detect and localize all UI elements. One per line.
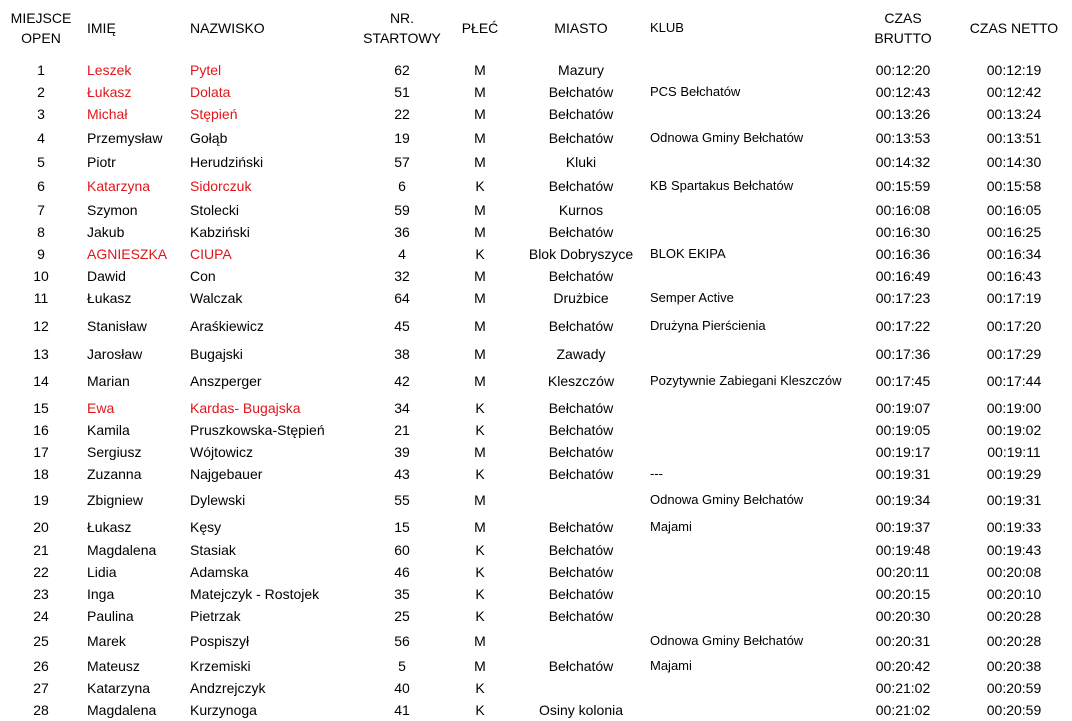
- first-name-cell: Inga: [87, 586, 115, 602]
- club-cell: Drużyna Pierścienia: [650, 318, 766, 333]
- bib-number-cell: 6: [398, 178, 406, 194]
- gross-time-cell: 00:15:59: [875, 178, 931, 194]
- first-name-cell: Lidia: [87, 564, 117, 580]
- net-time-cell: 00:20:10: [986, 586, 1042, 602]
- bib-number-cell: 56: [394, 633, 410, 649]
- sex-cell: M: [474, 492, 486, 508]
- first-name-cell: Marek: [87, 633, 126, 649]
- club-cell: Pozytywnie Zabiegani Kleszczów: [650, 373, 842, 388]
- first-name-cell: Zbigniew: [87, 492, 144, 508]
- city-cell: Bełchatów: [548, 542, 614, 558]
- bib-number-cell: 25: [394, 608, 410, 624]
- net-time-cell: 00:19:31: [986, 492, 1042, 508]
- first-name-cell: Mateusz: [87, 658, 140, 674]
- last-name-cell: Pietrzak: [190, 608, 241, 624]
- bib-number-cell: 36: [394, 224, 410, 240]
- club-cell: [650, 265, 855, 287]
- net-time-cell: 00:19:02: [986, 422, 1042, 438]
- bib-number-cell: 22: [394, 106, 410, 122]
- last-name-cell: Stasiak: [190, 542, 236, 558]
- first-name-cell: Zuzanna: [87, 466, 142, 482]
- last-name-cell: Pospiszył: [190, 633, 250, 649]
- bib-number-cell: 41: [394, 702, 410, 718]
- first-name-cell: Michał: [87, 106, 128, 122]
- city-cell: Bełchatów: [548, 178, 614, 194]
- first-name-cell: Katarzyna: [87, 178, 151, 194]
- sex-cell: M: [474, 84, 486, 100]
- sex-cell: M: [474, 318, 486, 334]
- city-cell: Bełchatów: [548, 130, 614, 146]
- gross-time-cell: 00:19:05: [875, 422, 931, 438]
- last-name-cell: Kurzynoga: [190, 702, 257, 718]
- gross-time-cell: 00:16:36: [875, 246, 931, 262]
- net-time-cell: 00:17:29: [986, 346, 1042, 362]
- net-time-cell: 00:20:08: [986, 564, 1042, 580]
- sex-cell: M: [474, 106, 486, 122]
- club-cell: [650, 199, 855, 221]
- sex-cell: M: [474, 268, 486, 284]
- table-row: [0, 199, 1072, 221]
- header-net-time: CZAS NETTO: [969, 20, 1059, 36]
- place-cell: 22: [33, 564, 49, 580]
- last-name-cell: Najgebauer: [190, 466, 263, 482]
- place-cell: 26: [33, 658, 49, 674]
- place-cell: 25: [33, 633, 49, 649]
- last-name-cell: Walczak: [190, 290, 243, 306]
- table-row: [0, 605, 1072, 627]
- bib-number-cell: 38: [394, 346, 410, 362]
- net-time-cell: 00:13:51: [986, 130, 1042, 146]
- city-cell: Bełchatów: [548, 466, 614, 482]
- table-row: [0, 81, 1072, 103]
- gross-time-cell: 00:19:37: [875, 519, 931, 535]
- first-name-cell: Magdalena: [87, 542, 157, 558]
- net-time-cell: 00:17:20: [986, 318, 1042, 334]
- last-name-cell: Adamska: [190, 564, 249, 580]
- gross-time-cell: 00:14:32: [875, 154, 931, 170]
- net-time-cell: 00:20:28: [986, 633, 1042, 649]
- last-name-cell: Anszperger: [190, 373, 262, 389]
- sex-cell: K: [475, 422, 485, 438]
- sex-cell: M: [474, 224, 486, 240]
- gross-time-cell: 00:16:08: [875, 202, 931, 218]
- club-cell: [650, 561, 855, 583]
- header-sex: PŁEĆ: [461, 20, 499, 36]
- city-cell: Bełchatów: [548, 564, 614, 580]
- first-name-cell: Sergiusz: [87, 444, 142, 460]
- sex-cell: K: [475, 178, 485, 194]
- place-cell: 11: [33, 290, 49, 306]
- net-time-cell: 00:16:05: [986, 202, 1042, 218]
- last-name-cell: Dylewski: [190, 492, 246, 508]
- last-name-cell: Con: [190, 268, 216, 284]
- net-time-cell: 00:15:58: [986, 178, 1042, 194]
- gross-time-cell: 00:13:53: [875, 130, 931, 146]
- club-cell: Majami: [650, 519, 692, 534]
- header-club: KLUB: [650, 20, 684, 35]
- first-name-cell: Łukasz: [87, 290, 132, 306]
- net-time-cell: 00:19:43: [986, 542, 1042, 558]
- bib-number-cell: 4: [398, 246, 406, 262]
- table-row: [0, 397, 1072, 419]
- city-cell: Bełchatów: [548, 268, 614, 284]
- city-cell: Bełchatów: [548, 586, 614, 602]
- gross-time-cell: 00:19:17: [875, 444, 931, 460]
- first-name-cell: Marian: [87, 373, 130, 389]
- last-name-cell: Pruszkowska-Stępień: [190, 422, 325, 438]
- last-name-cell: CIUPA: [190, 246, 232, 262]
- sex-cell: K: [475, 542, 485, 558]
- table-row: [0, 463, 1072, 485]
- club-cell: [650, 151, 855, 173]
- place-cell: 28: [33, 702, 49, 718]
- gross-time-cell: 00:21:02: [875, 702, 931, 718]
- place-cell: 9: [37, 246, 45, 262]
- sex-cell: K: [475, 586, 485, 602]
- club-cell: KB Spartakus Bełchatów: [650, 178, 794, 193]
- net-time-cell: 00:12:42: [986, 84, 1042, 100]
- bib-number-cell: 21: [394, 422, 410, 438]
- city-cell: Osiny kolonia: [538, 702, 624, 718]
- city-cell: Zawady: [556, 346, 606, 362]
- city-cell: Bełchatów: [548, 84, 614, 100]
- first-name-cell: Katarzyna: [87, 680, 151, 696]
- city-cell: [520, 677, 642, 699]
- header-bib-number: NR. STARTOWY: [363, 10, 441, 46]
- sex-cell: M: [474, 290, 486, 306]
- city-cell: Bełchatów: [548, 422, 614, 438]
- table-row: [0, 370, 1072, 392]
- header-gross-time: CZAS BRUTTO: [874, 10, 932, 46]
- city-cell: Bełchatów: [548, 658, 614, 674]
- place-cell: 15: [33, 400, 49, 416]
- city-cell: Bełchatów: [548, 400, 614, 416]
- place-cell: 7: [37, 202, 45, 218]
- table-row: [0, 655, 1072, 677]
- first-name-cell: Paulina: [87, 608, 134, 624]
- gross-time-cell: 00:19:07: [875, 400, 931, 416]
- table-row: [0, 221, 1072, 243]
- gross-time-cell: 00:19:34: [875, 492, 931, 508]
- net-time-cell: 00:20:38: [986, 658, 1042, 674]
- net-time-cell: 00:16:34: [986, 246, 1042, 262]
- club-cell: Majami: [650, 658, 692, 673]
- table-row: [0, 127, 1072, 149]
- header-last-name: NAZWISKO: [190, 20, 265, 36]
- bib-number-cell: 40: [394, 680, 410, 696]
- club-cell: [650, 103, 855, 125]
- net-time-cell: 00:16:43: [986, 268, 1042, 284]
- table-row: [0, 175, 1072, 197]
- net-time-cell: 00:20:28: [986, 608, 1042, 624]
- place-cell: 12: [33, 318, 49, 334]
- gross-time-cell: 00:21:02: [875, 680, 931, 696]
- city-cell: [520, 489, 642, 511]
- city-cell: Bełchatów: [548, 444, 614, 460]
- sex-cell: M: [474, 346, 486, 362]
- club-cell: [650, 677, 855, 699]
- bib-number-cell: 60: [394, 542, 410, 558]
- place-cell: 24: [33, 608, 49, 624]
- last-name-cell: Kabziński: [190, 224, 250, 240]
- sex-cell: M: [474, 633, 486, 649]
- club-cell: [650, 605, 855, 627]
- last-name-cell: Krzemiski: [190, 658, 251, 674]
- first-name-cell: Magdalena: [87, 702, 157, 718]
- bib-number-cell: 51: [394, 84, 410, 100]
- sex-cell: M: [474, 444, 486, 460]
- net-time-cell: 00:20:59: [986, 702, 1042, 718]
- club-cell: Odnowa Gminy Bełchatów: [650, 633, 804, 648]
- bib-number-cell: 62: [394, 62, 410, 78]
- city-cell: Kurnos: [558, 202, 604, 218]
- city-cell: Kleszczów: [547, 373, 615, 389]
- gross-time-cell: 00:17:23: [875, 290, 931, 306]
- gross-time-cell: 00:12:43: [875, 84, 931, 100]
- place-cell: 18: [33, 466, 49, 482]
- header-city: MIASTO: [554, 20, 608, 36]
- sex-cell: M: [474, 154, 486, 170]
- last-name-cell: Wójtowicz: [190, 444, 254, 460]
- first-name-cell: AGNIESZKA: [87, 246, 168, 262]
- place-cell: 21: [33, 542, 49, 558]
- place-cell: 14: [33, 373, 49, 389]
- gross-time-cell: 00:12:20: [875, 62, 931, 78]
- first-name-cell: Piotr: [87, 154, 116, 170]
- gross-time-cell: 00:17:36: [875, 346, 931, 362]
- gross-time-cell: 00:19:31: [875, 466, 931, 482]
- last-name-cell: Kęsy: [190, 519, 222, 535]
- gross-time-cell: 00:19:48: [875, 542, 931, 558]
- bib-number-cell: 39: [394, 444, 410, 460]
- bib-number-cell: 35: [394, 586, 410, 602]
- sex-cell: M: [474, 62, 486, 78]
- last-name-cell: Kardas- Bugajska: [190, 400, 301, 416]
- last-name-cell: Gołąb: [190, 130, 228, 146]
- table-row: [0, 630, 1072, 652]
- bib-number-cell: 34: [394, 400, 410, 416]
- table-row: [0, 343, 1072, 365]
- gross-time-cell: 00:20:42: [875, 658, 931, 674]
- place-cell: 4: [37, 130, 45, 146]
- city-cell: Drużbice: [553, 290, 609, 306]
- place-cell: 3: [37, 106, 45, 122]
- last-name-cell: Dolata: [190, 84, 231, 100]
- first-name-cell: Łukasz: [87, 84, 132, 100]
- place-cell: 19: [33, 492, 49, 508]
- last-name-cell: Araśkiewicz: [190, 318, 264, 334]
- club-cell: [650, 539, 855, 561]
- first-name-cell: Łukasz: [87, 519, 132, 535]
- table-row: [0, 151, 1072, 173]
- net-time-cell: 00:19:00: [986, 400, 1042, 416]
- city-cell: Mazury: [558, 62, 604, 78]
- club-cell: Semper Active: [650, 290, 734, 305]
- club-cell: [650, 343, 855, 365]
- gross-time-cell: 00:16:30: [875, 224, 931, 240]
- bib-number-cell: 59: [394, 202, 410, 218]
- sex-cell: M: [474, 373, 486, 389]
- sex-cell: K: [475, 246, 485, 262]
- net-time-cell: 00:14:30: [986, 154, 1042, 170]
- first-name-cell: Jarosław: [87, 346, 143, 362]
- last-name-cell: Matejczyk - Rostojek: [190, 586, 320, 602]
- header-first-name: IMIĘ: [87, 20, 116, 36]
- city-cell: Kluki: [565, 154, 597, 170]
- sex-cell: K: [475, 680, 485, 696]
- table-row: [0, 59, 1072, 81]
- bib-number-cell: 55: [394, 492, 410, 508]
- sex-cell: K: [475, 608, 485, 624]
- last-name-cell: Andzrejczyk: [190, 680, 266, 696]
- sex-cell: K: [475, 466, 485, 482]
- place-cell: 17: [33, 444, 49, 460]
- club-cell: ---: [650, 466, 663, 481]
- gross-time-cell: 00:13:26: [875, 106, 931, 122]
- club-cell: [650, 419, 855, 441]
- city-cell: [520, 630, 642, 652]
- table-row: [0, 583, 1072, 605]
- place-cell: 10: [33, 268, 49, 284]
- table-row: [0, 561, 1072, 583]
- first-name-cell: Jakub: [87, 224, 125, 240]
- table-row: [0, 419, 1072, 441]
- sex-cell: K: [475, 564, 485, 580]
- net-time-cell: 00:19:33: [986, 519, 1042, 535]
- club-cell: PCS Bełchatów: [650, 84, 741, 99]
- place-cell: 20: [33, 519, 49, 535]
- city-cell: Bełchatów: [548, 519, 614, 535]
- net-time-cell: 00:17:44: [986, 373, 1042, 389]
- place-cell: 8: [37, 224, 45, 240]
- sex-cell: M: [474, 519, 486, 535]
- city-cell: Bełchatów: [548, 318, 614, 334]
- gross-time-cell: 00:16:49: [875, 268, 931, 284]
- net-time-cell: 00:17:19: [986, 290, 1042, 306]
- club-cell: [650, 699, 855, 721]
- net-time-cell: 00:16:25: [986, 224, 1042, 240]
- table-row: [0, 103, 1072, 125]
- net-time-cell: 00:20:59: [986, 680, 1042, 696]
- gross-time-cell: 00:20:31: [875, 633, 931, 649]
- first-name-cell: Dawid: [87, 268, 126, 284]
- first-name-cell: Ewa: [87, 400, 115, 416]
- net-time-cell: 00:13:24: [986, 106, 1042, 122]
- sex-cell: M: [474, 658, 486, 674]
- last-name-cell: Herudziński: [190, 154, 264, 170]
- net-time-cell: 00:12:19: [986, 62, 1042, 78]
- table-row: [0, 516, 1072, 538]
- gross-time-cell: 00:20:11: [876, 564, 930, 580]
- bib-number-cell: 64: [394, 290, 410, 306]
- city-cell: Blok Dobryszyce: [528, 246, 634, 262]
- place-cell: 16: [33, 422, 49, 438]
- bib-number-cell: 57: [394, 154, 410, 170]
- header-place: MIEJSCE OPEN: [10, 10, 72, 46]
- table-row: [0, 699, 1072, 721]
- gross-time-cell: 00:17:22: [875, 318, 931, 334]
- last-name-cell: Pytel: [190, 62, 222, 78]
- last-name-cell: Sidorczuk: [190, 178, 252, 194]
- club-cell: [650, 441, 855, 463]
- place-cell: 2: [37, 84, 45, 100]
- bib-number-cell: 19: [394, 130, 410, 146]
- city-cell: Bełchatów: [548, 608, 614, 624]
- bib-number-cell: 15: [394, 519, 410, 535]
- table-row: [0, 441, 1072, 463]
- bib-number-cell: 43: [394, 466, 410, 482]
- city-cell: Bełchatów: [548, 106, 614, 122]
- sex-cell: M: [474, 130, 486, 146]
- net-time-cell: 00:19:29: [986, 466, 1042, 482]
- club-cell: Odnowa Gminy Bełchatów: [650, 492, 804, 507]
- first-name-cell: Leszek: [87, 62, 132, 78]
- table-row: [0, 287, 1072, 309]
- bib-number-cell: 42: [394, 373, 410, 389]
- bib-number-cell: 5: [398, 658, 406, 674]
- place-cell: 1: [37, 62, 45, 78]
- club-cell: Odnowa Gminy Bełchatów: [650, 130, 804, 145]
- last-name-cell: Stolecki: [190, 202, 240, 218]
- table-row: [0, 315, 1072, 337]
- first-name-cell: Szymon: [87, 202, 138, 218]
- table-row: [0, 539, 1072, 561]
- bib-number-cell: 45: [394, 318, 410, 334]
- first-name-cell: Stanisław: [87, 318, 147, 334]
- gross-time-cell: 00:20:15: [875, 586, 931, 602]
- club-cell: [650, 583, 855, 605]
- table-row: [0, 243, 1072, 265]
- club-cell: [650, 397, 855, 419]
- place-cell: 23: [33, 586, 49, 602]
- place-cell: 27: [33, 680, 49, 696]
- table-row: [0, 265, 1072, 287]
- club-cell: [650, 59, 855, 81]
- last-name-cell: Bugajski: [190, 346, 243, 362]
- place-cell: 6: [37, 178, 45, 194]
- gross-time-cell: 00:17:45: [875, 373, 931, 389]
- first-name-cell: Przemysław: [87, 130, 163, 146]
- table-row: [0, 489, 1072, 511]
- last-name-cell: Stępień: [190, 106, 238, 122]
- sex-cell: K: [475, 400, 485, 416]
- place-cell: 13: [33, 346, 49, 362]
- net-time-cell: 00:19:11: [987, 444, 1041, 460]
- bib-number-cell: 46: [394, 564, 410, 580]
- sex-cell: M: [474, 202, 486, 218]
- city-cell: Bełchatów: [548, 224, 614, 240]
- gross-time-cell: 00:20:30: [875, 608, 931, 624]
- place-cell: 5: [37, 154, 45, 170]
- club-cell: BLOK EKIPA: [650, 246, 726, 261]
- club-cell: [650, 221, 855, 243]
- bib-number-cell: 32: [394, 268, 410, 284]
- sex-cell: K: [475, 702, 485, 718]
- first-name-cell: Kamila: [87, 422, 130, 438]
- table-row: [0, 677, 1072, 699]
